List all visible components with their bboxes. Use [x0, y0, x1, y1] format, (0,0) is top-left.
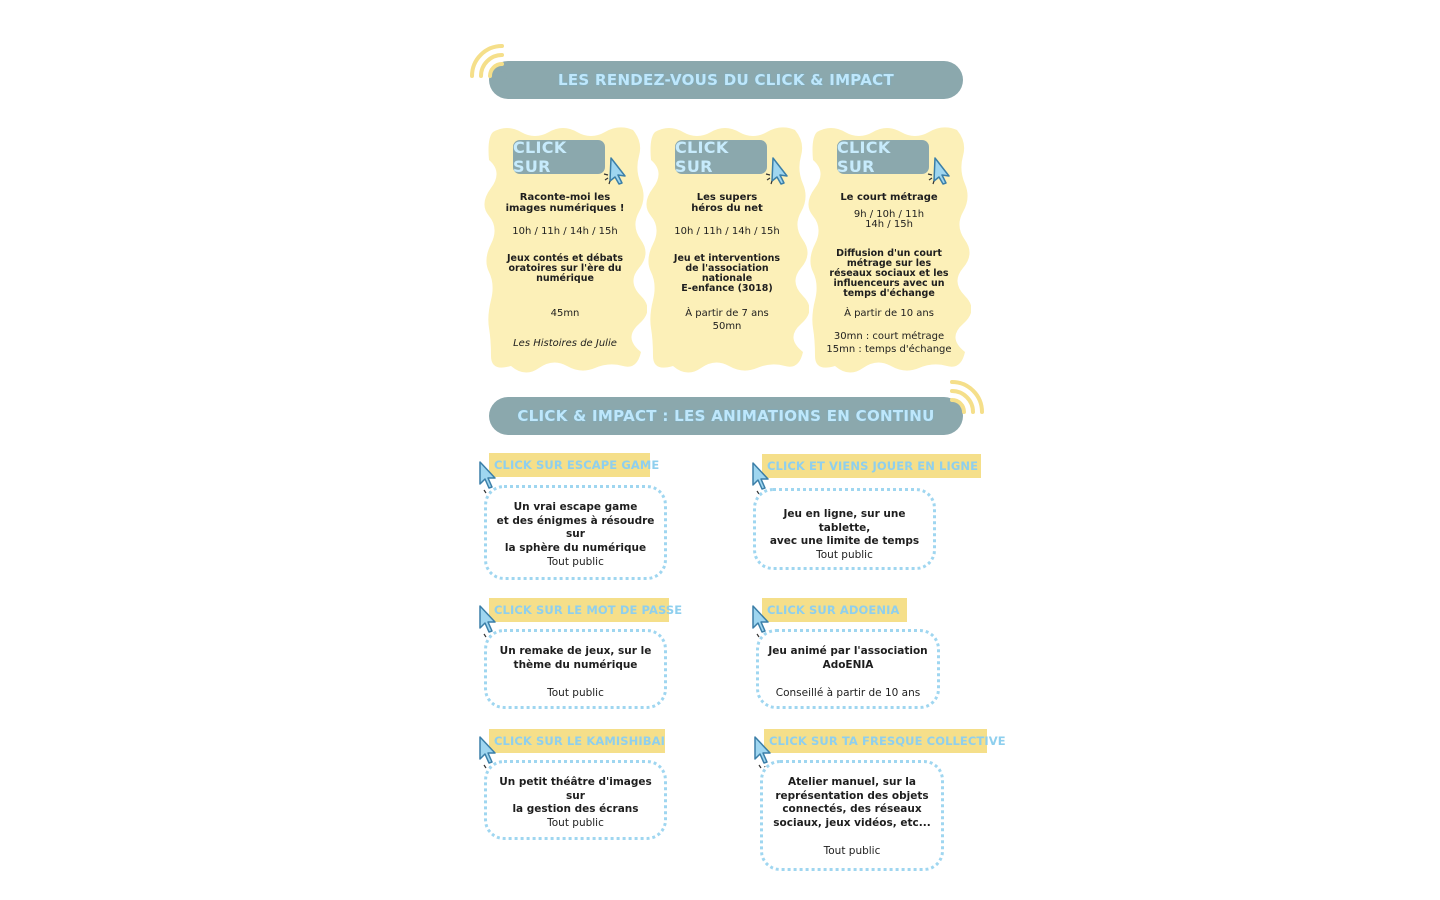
animation-tag-kamishibai: CLICK SUR LE KAMISHIBAI — [489, 729, 665, 753]
animation-tag-mot-de-passe: CLICK SUR LE MOT DE PASSE — [489, 598, 669, 622]
cursor-click-icon — [761, 154, 793, 186]
audience-label: Tout public — [816, 549, 873, 561]
rendezvous-card-1 — [489, 130, 641, 370]
animation-tag-escape-game: CLICK SUR ESCAPE GAME — [489, 453, 650, 477]
card-credit: Les Histoires de Julie — [513, 338, 617, 349]
audience-label: Conseillé à partir de 10 ans — [775, 687, 921, 699]
audience-label: Tout public — [547, 556, 604, 568]
card-title: Le court métrage — [840, 192, 938, 203]
click-sur-pill: CLICK SUR — [837, 140, 929, 174]
audience-label: Tout public — [823, 845, 881, 857]
animation-box-escape-game: Un vrai escape game et des énigmes à résoudre sur la sphère du numérique Tout public — [484, 485, 667, 580]
animation-tag-jouer-en-ligne: CLICK ET VIENS JOUER EN LIGNE — [762, 454, 981, 478]
animation-tag-adoenia: CLICK SUR ADOENIA — [762, 598, 907, 622]
card-title: Les supers héros du net — [691, 192, 763, 214]
wifi-icon — [466, 40, 516, 88]
animation-box-kamishibai: Un petit théâtre d'images sur la gestion des écrans Tout public — [484, 760, 667, 840]
animation-box-fresque-collective: Atelier manuel, sur la représentation des objets connectés, des réseaux sociaux, jeux vidéos, etc... Tout public — [760, 760, 944, 871]
cursor-click-icon — [599, 154, 631, 186]
click-sur-pill: CLICK SUR — [513, 140, 605, 174]
audience-label: Tout public — [547, 817, 604, 829]
cursor-click-icon — [923, 154, 955, 186]
animation-box-mot-de-passe: Un remake de jeux, sur le thème du numérique Tout public — [484, 629, 667, 709]
rendezvous-title: LES RENDEZ-VOUS DU CLICK & IMPACT — [558, 71, 894, 89]
wifi-icon — [938, 376, 988, 424]
card-age: À partir de 10 ans — [844, 308, 934, 319]
card-description: Jeux contés et débats oratoires sur l'ère du numérique — [507, 253, 623, 284]
card-times: 10h / 11h / 14h / 15h — [512, 226, 618, 237]
animation-tag-fresque-collective: CLICK SUR TA FRESQUE COLLECTIVE — [764, 729, 987, 753]
animation-box-jouer-en-ligne: Jeu en ligne, sur une tablette, avec une limite de temps Tout public — [753, 488, 936, 570]
audience-label: Tout public — [547, 687, 604, 699]
rendezvous-card-2 — [651, 130, 803, 370]
card-duration: 45mn — [550, 308, 580, 319]
card-age: À partir de 7 ans — [685, 308, 769, 319]
card-duration: 30mn : court métrage 15mn : temps d'échange — [826, 331, 952, 355]
rendezvous-card-3 — [813, 130, 965, 370]
animation-box-adoenia: Jeu animé par l'association AdoENIA Conseillé à partir de 10 ans — [756, 629, 940, 709]
click-sur-pill: CLICK SUR — [675, 140, 767, 174]
animations-title: CLICK & IMPACT : LES ANIMATIONS EN CONTINU — [517, 407, 935, 425]
card-times: 10h / 11h / 14h / 15h — [674, 226, 780, 237]
card-description: Jeu et interventions de l'association nationale E-enfance (3018) — [673, 253, 781, 294]
rendezvous-banner — [489, 61, 963, 99]
card-title: Raconte-moi les images numériques ! — [505, 192, 625, 214]
animations-banner — [489, 397, 963, 435]
card-duration: 50mn — [712, 321, 742, 332]
card-description: Diffusion d'un court métrage sur les réseaux sociaux et les influenceurs avec un temps d'échange — [829, 248, 949, 299]
card-times: 9h / 10h / 11h 14h / 15h — [853, 209, 925, 230]
